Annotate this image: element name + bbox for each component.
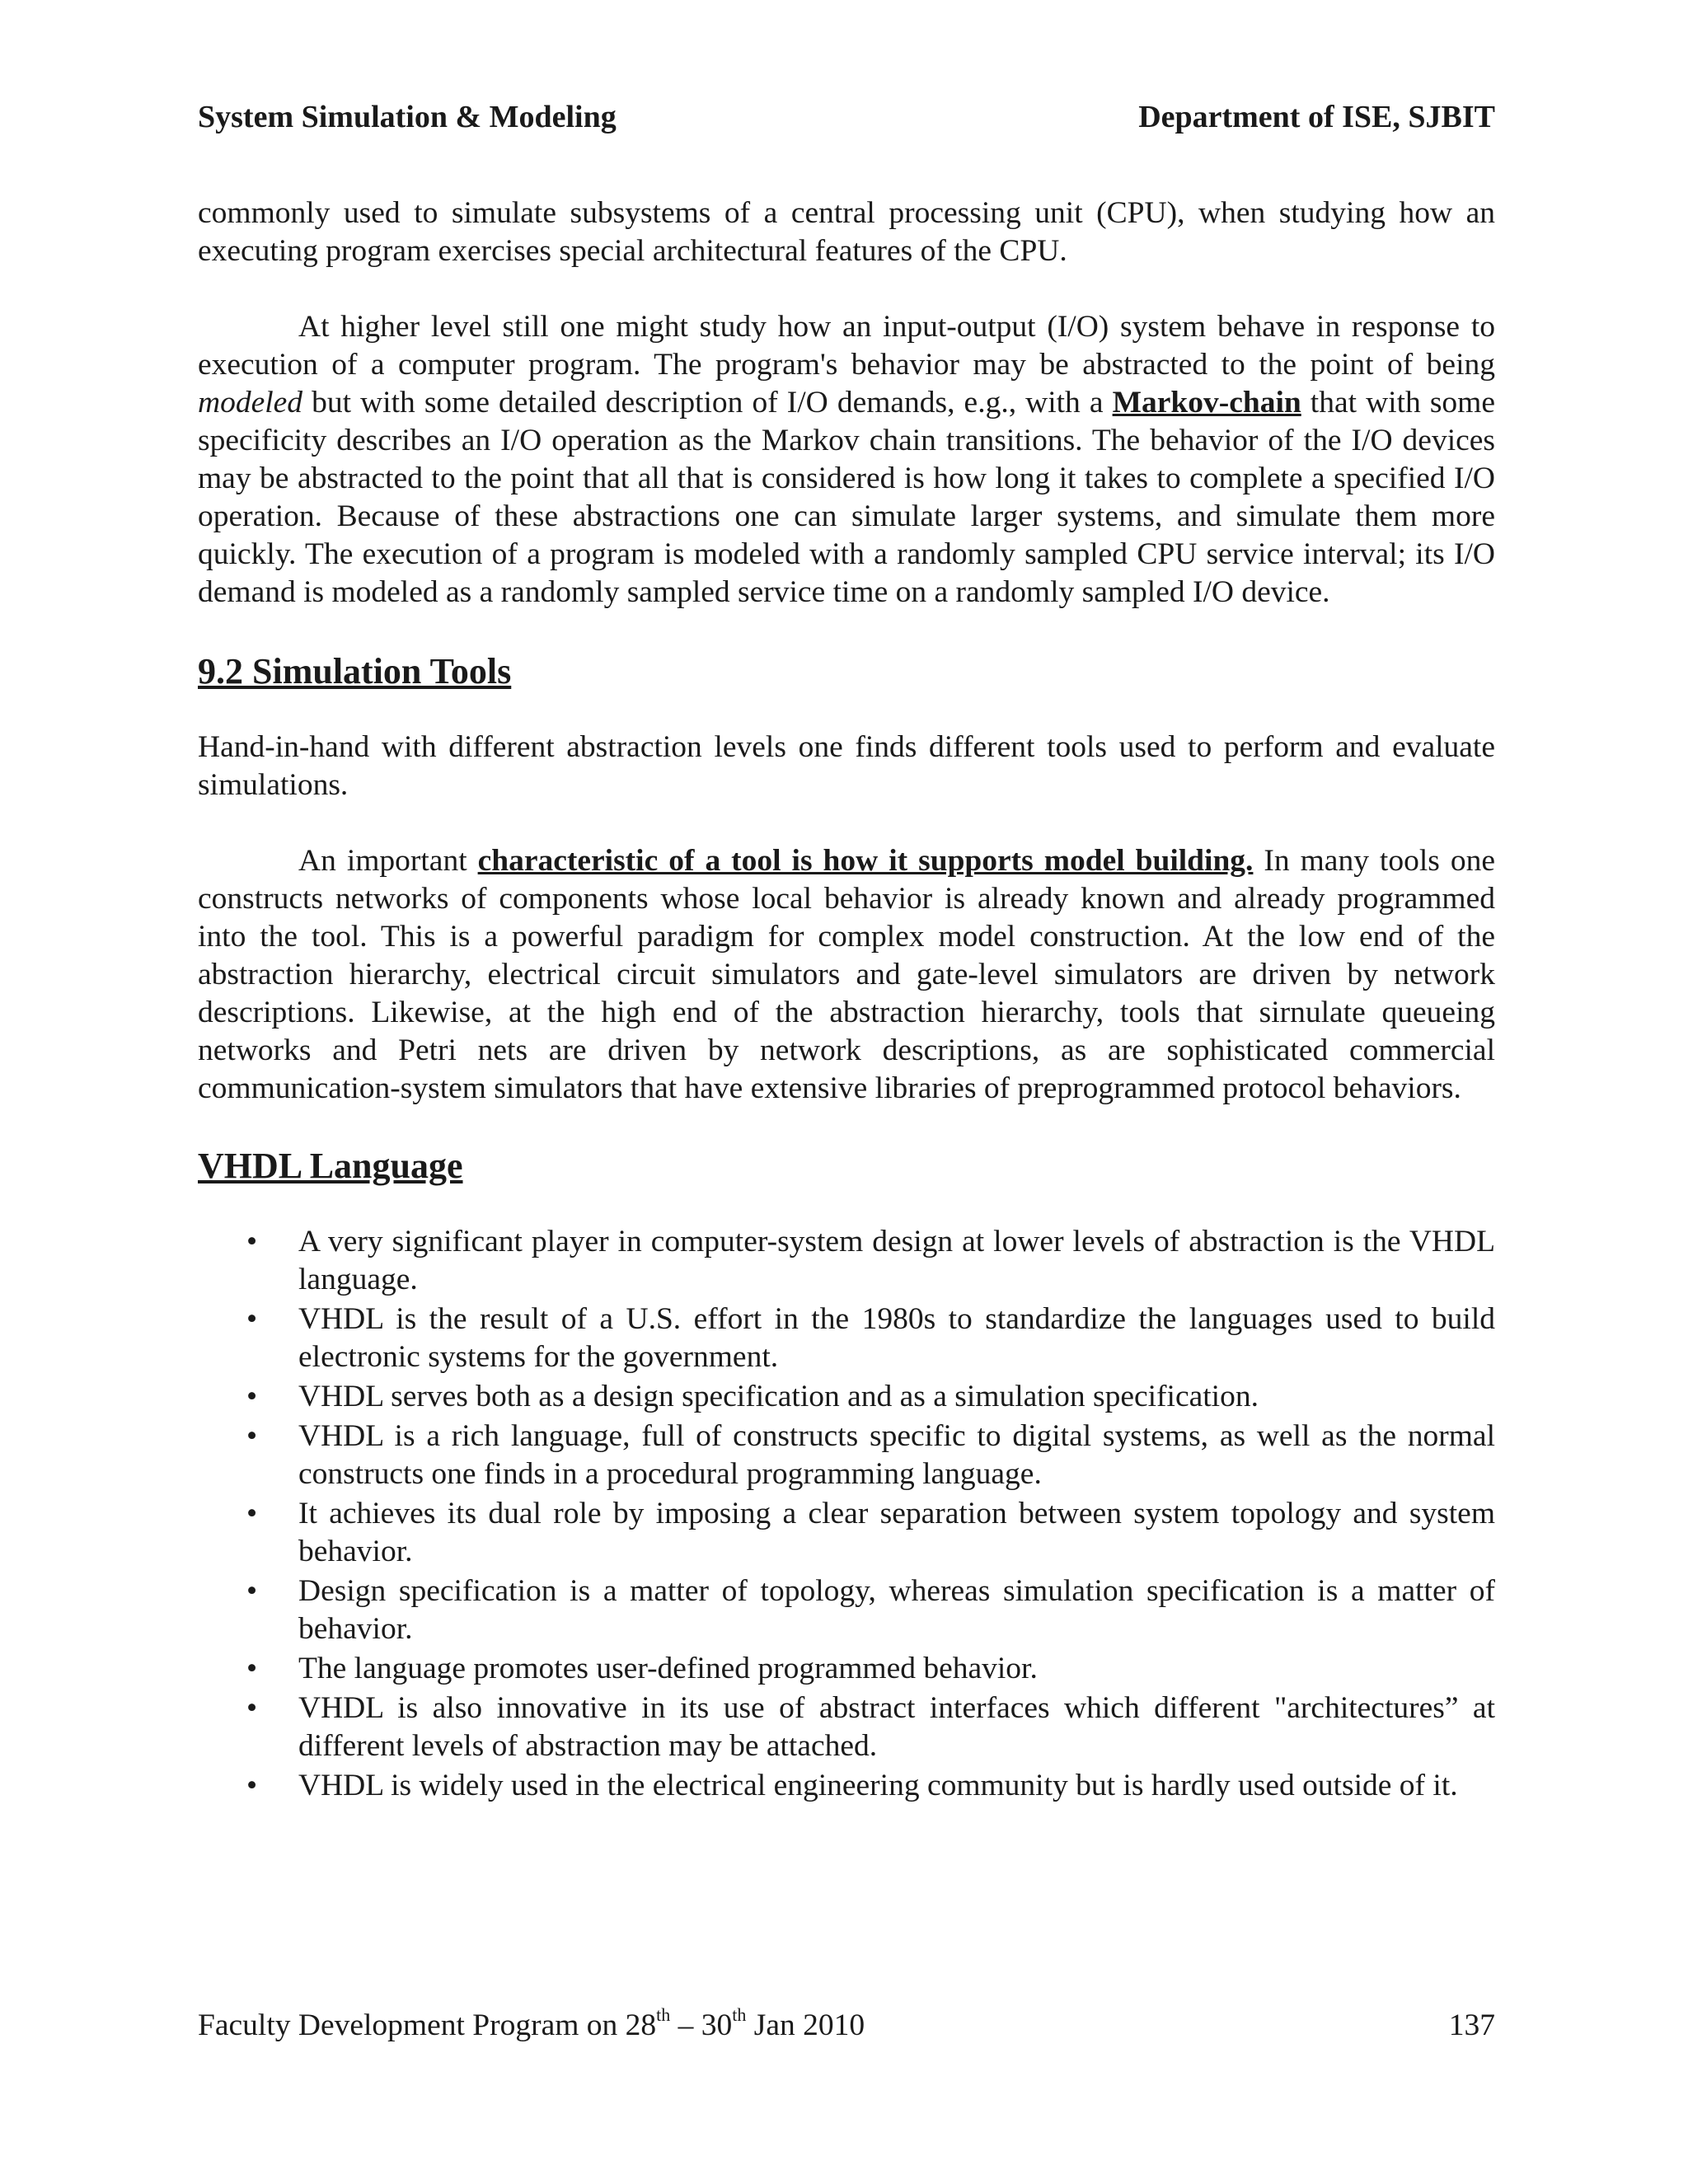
bullet-item — [198, 1767, 1495, 1805]
footer-text-a: Faculty Development Program on 28 — [198, 2008, 657, 2042]
bullet-text: It achieves its dual role by imposing a clear separation between system topology and system behavior. — [298, 1497, 1495, 1568]
page-number: 137 — [1448, 2008, 1495, 2042]
bullet-icon: • — [246, 1380, 258, 1413]
bullet-item — [198, 1223, 1495, 1299]
section-title-vhdl-language: VHDL Language — [198, 1146, 463, 1186]
bullet-icon: • — [246, 1574, 258, 1608]
bullet-item — [198, 1301, 1495, 1376]
bullet-item — [198, 1378, 1495, 1416]
bullet-text: VHDL is a rich language, full of constructs specific to digital systems, as well as the normal constructs one finds in a procedural programming language. — [298, 1419, 1495, 1491]
bullet-icon: • — [246, 1652, 258, 1685]
p4-text-b: In many tools one constructs networks of components whose local behavior is already known and already programmed into the tool. This is a powerful paradigm for complex model construction. At the low end of the abstraction hierarchy, electrical circuit simulators and gate-level simulators are driven by network descriptions. Likewise, at the high end of the abstraction hierarchy, tools that sirnulate queueing networks and Petri nets are driven by network descriptions, as are sophisticated commercial communication-system simulators that have extensive libraries of preprogrammed protocol behaviors. — [198, 844, 1495, 1105]
paragraph-model-building — [198, 842, 1495, 1108]
paragraph-io-system — [198, 308, 1495, 612]
bullet-item — [198, 1690, 1495, 1765]
bullet-text: VHDL serves both as a design specification and as a simulation specification. — [298, 1380, 1259, 1413]
p2-text-c: that with some specificity describes an I/O operation as the Markov chain transitions. The behavior of the I/O devices may be abstracted to the point that all that is considered is how long it takes to complete a specified I/O operation. Because of these abstractions one can simulate larger systems, and simulate them more quickly. The execution of a program is modeled with a randomly sampled CPU service interval; its I/O demand is modeled as a randomly sampled service time on a randomly sampled I/O device. — [198, 386, 1495, 609]
footer-text-c: Jan 2010 — [746, 2008, 865, 2042]
bullet-item — [198, 1495, 1495, 1571]
bullet-text: Design specification is a matter of topology, whereas simulation specification is a matter of behavior. — [298, 1574, 1495, 1646]
p2-italic-modeled: modeled — [198, 386, 303, 419]
bullet-item — [198, 1572, 1495, 1648]
bullet-icon: • — [246, 1302, 258, 1336]
p4-text-a: An important — [298, 844, 478, 878]
bullet-text: VHDL is also innovative in its use of abstract interfaces which different "architectures” at different levels of abstraction may be attached. — [298, 1691, 1495, 1763]
p4-bold-characteristic: characteristic of a tool is how it supports model building. — [477, 844, 1254, 878]
footer-program-text — [198, 2006, 865, 2046]
section-title-simulation-tools: 9.2 Simulation Tools — [198, 651, 512, 691]
header-department: Department of ISE, SJBIT — [1138, 100, 1495, 134]
paragraph-hand-in-hand: Hand-in-hand with different abstraction levels one finds different tools used to perform and evaluate simulations. — [198, 730, 1495, 802]
bullet-item — [198, 1650, 1495, 1688]
paragraph-cpu-simulation: commonly used to simulate subsystems of a central processing unit (CPU), when studying how an executing program exercises special architectural features of the CPU. — [198, 196, 1495, 268]
markov-chain-link[interactable]: Markov-chain — [1112, 386, 1301, 419]
bullet-icon: • — [246, 1497, 258, 1530]
p2-text-b: but with some detailed description of I/O demands, e.g., with a — [302, 386, 1113, 419]
bullet-icon: • — [246, 1691, 258, 1725]
footer-sup-b: th — [732, 2004, 747, 2025]
page-header — [198, 97, 1495, 137]
bullet-icon: • — [246, 1769, 258, 1802]
bullet-text: A very significant player in computer-system design at lower levels of abstraction is the VHDL language. — [298, 1225, 1495, 1296]
footer-sup-a: th — [656, 2004, 671, 2025]
header-course-title: System Simulation & Modeling — [198, 100, 617, 134]
document-page — [198, 97, 1495, 1807]
bullet-item — [198, 1418, 1495, 1493]
bullet-icon: • — [246, 1225, 258, 1258]
bullet-text: VHDL is the result of a U.S. effort in the 1980s to standardize the languages used to build electronic systems for the government. — [298, 1302, 1495, 1374]
footer-text-b: – 30 — [670, 2008, 733, 2042]
bullet-icon: • — [246, 1419, 258, 1453]
bullet-text: VHDL is widely used in the electrical engineering community but is hardly used outside of it. — [298, 1769, 1458, 1802]
page-footer — [198, 2006, 1495, 2046]
bullet-text: The language promotes user-defined programmed behavior. — [298, 1652, 1038, 1685]
p2-text-a: At higher level still one might study how an input-output (I/O) system behave in response to execution of a computer program. The program's behavior may be abstracted to the point of being — [198, 310, 1495, 382]
vhdl-bullet-list — [198, 1223, 1495, 1805]
